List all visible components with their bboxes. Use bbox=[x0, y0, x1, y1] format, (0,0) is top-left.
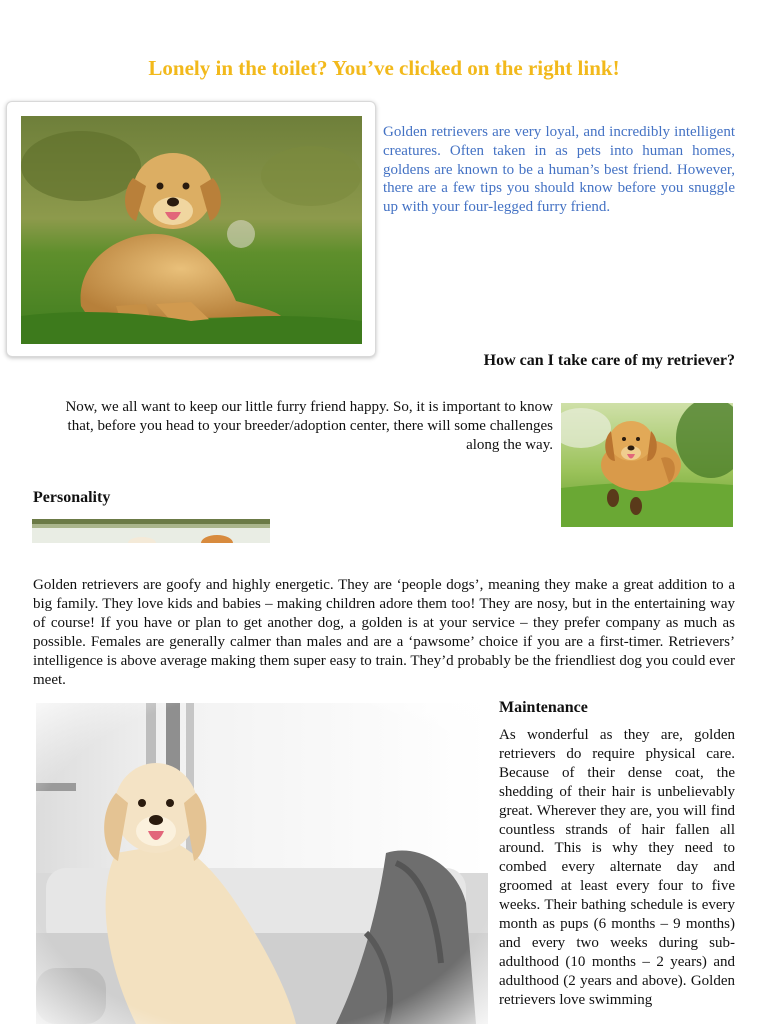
page-title: Lonely in the toilet? You’ve clicked on the right link! bbox=[148, 56, 620, 80]
maintenance-paragraph: As wonderful as they are, golden retrievers do require physical care. Because of their dense coat, the shedding of their hair is unbelievably great. Wherever they are, you will find countless strands of hair fallen all around. This is why they need to combed every alternate day and groomed at least every four to five weeks. Their bathing schedule is every month as pups (6 months – 9 months) and every two weeks during sub-adulthood (10 months – 2 years) and adulthood (2 years and above). Golden retrievers love swimming bbox=[499, 727, 735, 1008]
personality-paragraph: Golden retrievers are goofy and highly energetic. They are ‘people dogs’, meaning they make a great addition to a big family. They love kids and babies – making children adore them too! They are nosy, but in the entertaining way of course! If you have or plan to get another dog, a golden is at your service – they prefer company as much as possible. Females are generally calmer than males and are a ‘pawsome’ choice if you are a first-timer. Retrievers’ intelligence is above average making them super easy to train. They’d probably be the friendliest dog you could ever meet. bbox=[33, 577, 735, 688]
sofa-dog-photo bbox=[36, 703, 488, 1024]
cropped-dog-photo bbox=[32, 519, 270, 543]
maintenance-heading: Maintenance bbox=[499, 699, 588, 716]
lying-dog-photo-frame bbox=[6, 101, 376, 357]
intro-paragraph: Golden retrievers are very loyal, and incredibly intelligent creatures. Often taken in as pets into human homes, goldens are known to be a human’s best friend. However, there are a few tips you should know before you snuggle up with your four-legged furry friend. bbox=[383, 124, 735, 216]
care-heading: How can I take care of my retriever? bbox=[483, 352, 735, 369]
personality-heading: Personality bbox=[33, 489, 111, 506]
lying-dog-photo bbox=[21, 116, 362, 344]
care-paragraph: Now, we all want to keep our little furry friend happy. So, it is important to know that, before you head to your breeder/adoption center, there will some challenges along the way. bbox=[65, 399, 553, 453]
running-dog-photo bbox=[561, 403, 733, 527]
